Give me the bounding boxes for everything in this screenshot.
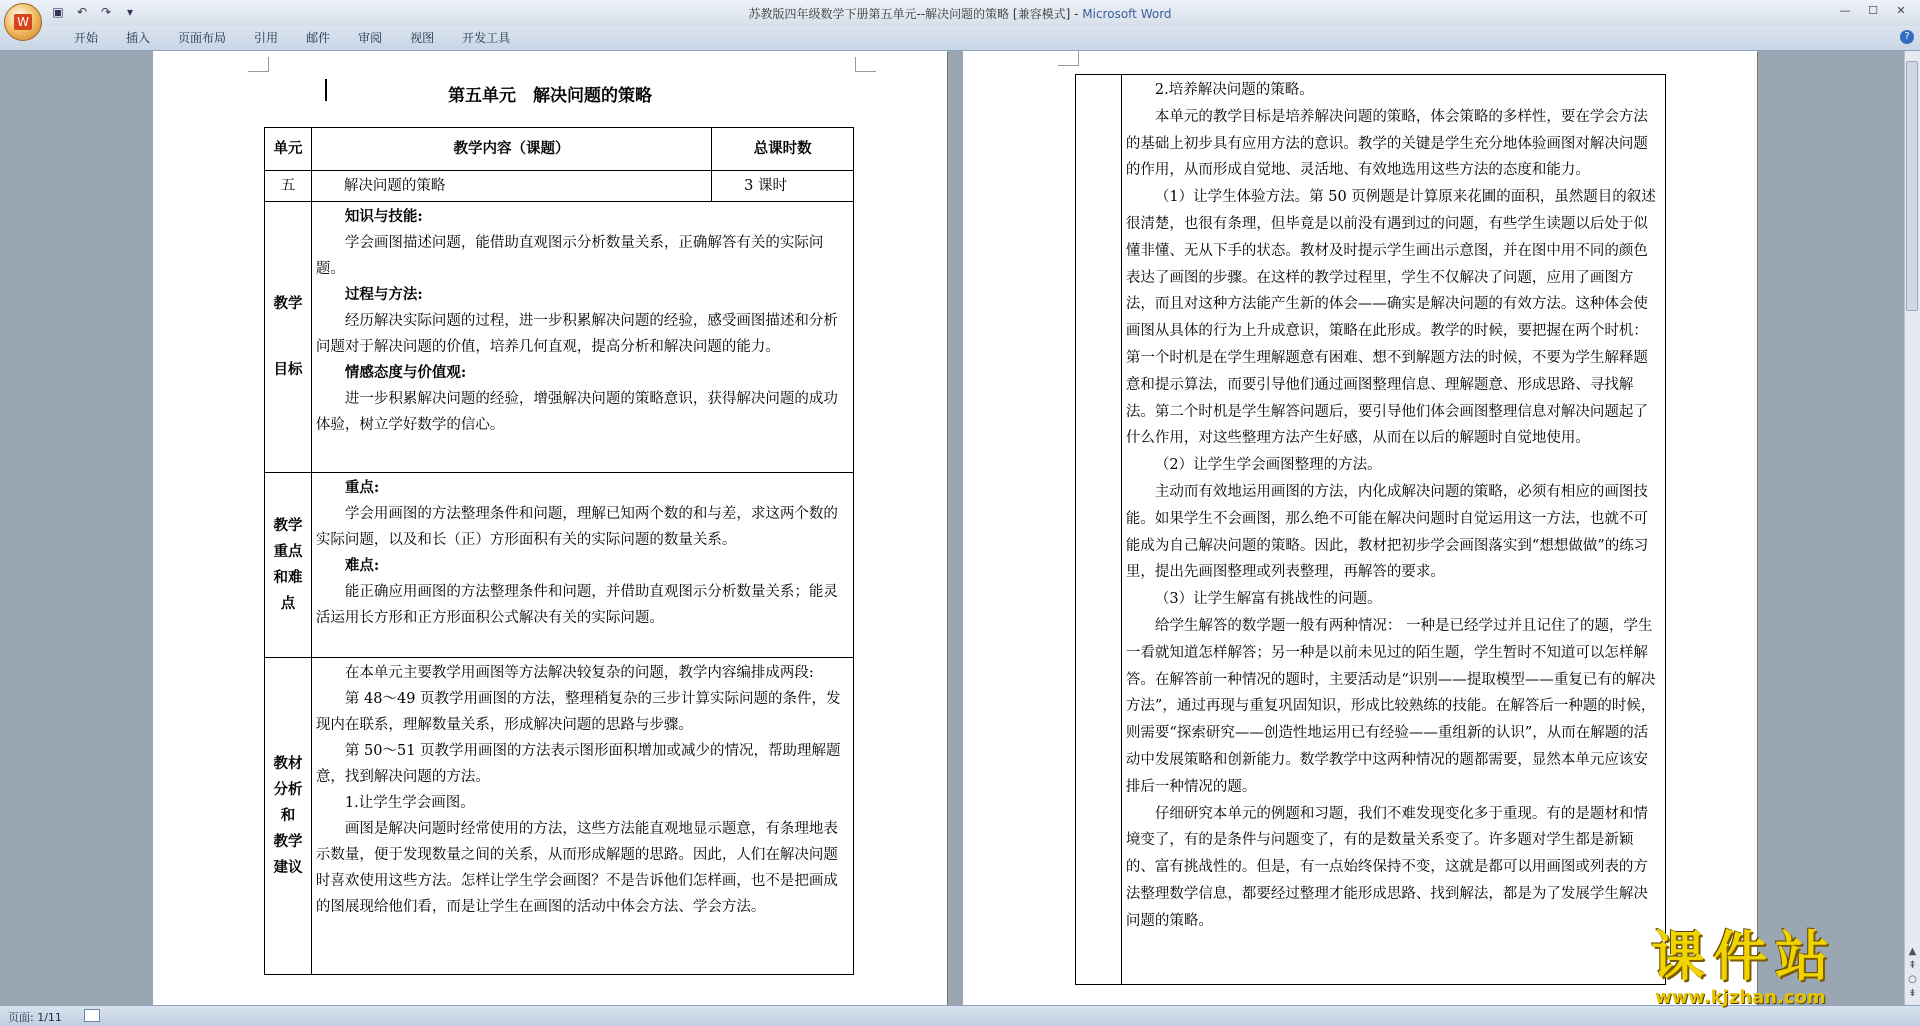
- body-paragraph: 主动而有效地运用画图的方法，内化成解决问题的策略，必须有相应的画图技能。如果学生不会画图，那么绝不可能在解决问题时自觉运用这一方法，也就不可能成为自己解决问题的策略。因此，教材把初步学会画图落实到“想想做做”的练习里，提出先画图整理或列表整理，再解答的要求。: [1125, 483, 1649, 581]
- body-paragraph: （3）让学生解富有挑战性的问题。: [1154, 591, 1382, 608]
- title-bar: [0, 0, 1920, 26]
- lesson-topic[interactable]: 解决问题的策略: [311, 171, 711, 202]
- lesson-hours[interactable]: 3 课时: [712, 171, 854, 202]
- goal-text: 学会画图描述问题，能借助直观图示分析数量关系，正确解答有关的实际问题。: [315, 235, 824, 277]
- app-name: Microsoft Word: [1082, 7, 1172, 21]
- page-1: [153, 51, 947, 1005]
- ribbon: [0, 26, 1920, 51]
- body-paragraph: 给学生解答的数学题一般有两种情况： 一种是已经学过并且记住了的题，学生一看就知道怎样解答；另一种是以前未见过的陌生题，学生暂时不知道可以怎样解答。在解答前一种情况的题时，主要活动是“识别——提取模型——重复已有的解决方法”，通过再现与重复巩固知识，形成比较熟练的技能。在解答后一种题的时候，则需要“探索研究——创造性地运用已有经验——重组新的认识”，从而在解题的活动中发展策略和创新能力。数学教学中这两种情况的题都需要，显然本单元应该安排后一种情况的题。: [1125, 617, 1656, 795]
- label-spacer: [265, 317, 311, 357]
- analysis-text: 1.让学生学会画图。: [344, 795, 475, 811]
- keypoint-heading: 难点:: [344, 557, 380, 574]
- maximize-icon[interactable]: ☐: [1868, 4, 1878, 17]
- label-line: 和难: [273, 569, 303, 586]
- scrollbar-thumb[interactable]: [1906, 61, 1918, 311]
- margin-corner-mark: [855, 57, 876, 72]
- body-paragraph: 2.培养解决问题的策略。: [1154, 82, 1314, 98]
- label-line: 点: [280, 595, 296, 612]
- keypoint-text: 学会用画图的方法整理条件和问题，理解已知两个数的和与差，求这两个数的实际问题，以及和长（正）方形面积有关的实际问题的数量关系。: [315, 506, 838, 548]
- help-icon[interactable]: ?: [1900, 30, 1914, 44]
- label-line: 建议: [273, 859, 303, 876]
- goal-heading: 过程与方法:: [344, 286, 423, 303]
- goal-heading: 知识与技能:: [344, 208, 423, 225]
- vertical-scrollbar[interactable]: [1904, 51, 1920, 1005]
- analysis-text: 第 48～49 页教学用画图的方法，整理稍复杂的三步计算实际问题的条件，发现内在联系，理解数量关系，形成解决问题的思路与步骤。: [315, 691, 841, 733]
- close-icon[interactable]: ✕: [1896, 4, 1906, 17]
- keypoint-heading: 重点:: [344, 479, 380, 496]
- label-line: 和: [280, 807, 296, 824]
- redo-icon[interactable]: ↷: [100, 5, 112, 19]
- window-controls: [1832, 2, 1914, 20]
- save-icon[interactable]: ▣: [52, 5, 64, 19]
- goal-text: 经历解决实际问题的过程，进一步积累解决问题的经验，感受画图描述和分析问题对于解决问题的价值，培养几何直观，提高分析和解决问题的能力。: [315, 313, 838, 355]
- body-paragraph: 仔细研究本单元的例题和习题，我们不难发现变化多于重现。有的是题材和情境变了，有的是条件与问题变了，有的是数量关系变了。许多题对学生都是新颖的、富有挑战性的。但是，有一点始终保持不变，这就是都可以用画图或列表的方法整理数学信息，都要经过整理才能形成思路、找到解法，都是为了发展学生解决问题的策略。: [1125, 805, 1648, 929]
- lesson-plan-table: [264, 127, 854, 975]
- label-line: 目标: [273, 361, 303, 378]
- proofing-icon[interactable]: [84, 1009, 100, 1022]
- tab-view[interactable]: 视图: [410, 31, 435, 45]
- customize-qat-icon[interactable]: ▾: [126, 5, 134, 19]
- keypoints-label[interactable]: [265, 473, 312, 658]
- tab-review[interactable]: 审阅: [358, 31, 383, 45]
- minimize-icon[interactable]: —: [1839, 4, 1851, 17]
- analysis-text: 第 50～51 页教学用画图的方法表示图形面积增加或减少的情况，帮助理解题意，找到解决问题的方法。: [315, 743, 841, 785]
- goal-heading: 情感态度与价值观:: [344, 364, 467, 381]
- document-name: 苏教版四年级数学下册第五单元--解决问题的策略 [兼容模式] -: [748, 7, 1083, 21]
- label-line: 教学: [273, 295, 303, 312]
- header-unit[interactable]: 单元: [265, 128, 312, 171]
- goals-content[interactable]: [311, 202, 853, 473]
- watermark-text: 课件站: [1651, 925, 1837, 988]
- scroll-buttons: [1906, 945, 1919, 1001]
- header-hours[interactable]: 总课时数: [712, 128, 854, 171]
- analysis-label[interactable]: [265, 658, 312, 975]
- window-title: [0, 5, 1920, 22]
- table-row: [265, 658, 854, 975]
- analysis-text: 画图是解决问题时经常使用的方法，这些方法能直观地显示题意，有条理地表示数量，便于发现数量之间的关系，从而形成解题的思路。因此，人们在解决问题时喜欢使用这些方法。怎样让学生学会画图？不是告诉他们怎样画，也不是把画成的图展现给他们看，而是让学生在画图的活动中体会方法、学会方法。: [315, 821, 838, 915]
- label-line: 教材: [273, 755, 303, 772]
- label-line: 教学: [273, 833, 303, 850]
- select-browse-object-icon[interactable]: ○: [1908, 974, 1917, 985]
- table-row: [265, 128, 854, 171]
- keypoint-text: 能正确应用画图的方法整理条件和问题，并借助直观图示分析数量关系；能灵活运用长方形和正方形面积公式解决有关的实际问题。: [315, 584, 838, 626]
- continued-content[interactable]: [1121, 75, 1665, 985]
- tab-insert[interactable]: 插入: [126, 31, 151, 45]
- page-count[interactable]: 页面: 1/11: [8, 1011, 62, 1024]
- label-line: 教学: [273, 517, 303, 534]
- goals-label[interactable]: [265, 202, 312, 473]
- body-paragraph: （2）让学生学会画图整理的方法。: [1154, 457, 1382, 474]
- label-line: 分析: [273, 781, 303, 798]
- empty-label-cell[interactable]: [1076, 75, 1122, 985]
- continued-table: [1075, 74, 1666, 985]
- analysis-text: 在本单元主要教学用画图等方法解决较复杂的问题，教学内容编排成两段:: [344, 665, 814, 681]
- undo-icon[interactable]: ↶: [76, 5, 88, 19]
- analysis-content[interactable]: [311, 658, 853, 975]
- label-line: 重点: [273, 543, 303, 560]
- scroll-up-icon[interactable]: ▲: [1908, 946, 1917, 957]
- tab-references[interactable]: 引用: [254, 31, 279, 45]
- table-row: [265, 202, 854, 473]
- table-row: [1076, 75, 1666, 985]
- keypoints-content[interactable]: [311, 473, 853, 658]
- tab-home[interactable]: 开始: [74, 31, 99, 45]
- unit-number[interactable]: 五: [265, 171, 312, 202]
- watermark-url: www.kjzhan.com: [1655, 987, 1826, 1008]
- site-watermark: [1651, 927, 1906, 1015]
- tab-mailings[interactable]: 邮件: [306, 31, 331, 45]
- margin-corner-mark: [248, 57, 269, 72]
- document-workspace: [0, 51, 1905, 1005]
- document-title[interactable]: 第五单元 解决问题的策略: [448, 86, 652, 106]
- tab-page-layout[interactable]: 页面布局: [178, 31, 227, 45]
- office-logo-icon: W: [14, 14, 32, 30]
- status-bar: [0, 1005, 1920, 1026]
- tab-developer[interactable]: 开发工具: [462, 31, 511, 45]
- body-paragraph: 本单元的教学目标是培养解决问题的策略，体会策略的多样性，要在学会方法的基础上初步具有应用方法的意识。教学的关键是学生充分地体验画图对解决问题的作用，从而形成自觉地、灵活地、有效地选用这些方法的态度和能力。: [1125, 108, 1648, 179]
- ribbon-tabs: [60, 30, 524, 46]
- next-page-icon[interactable]: ⇟: [1908, 988, 1917, 999]
- table-row: [265, 473, 854, 658]
- goal-text: 进一步积累解决问题的经验，增强解决问题的策略意识，获得解决问题的成功体验，树立学好数学的信心。: [315, 391, 838, 433]
- margin-corner-mark: [1058, 51, 1079, 66]
- header-content[interactable]: 教学内容（课题）: [311, 128, 711, 171]
- table-row: [265, 171, 854, 202]
- prev-page-icon[interactable]: ⇞: [1908, 960, 1917, 971]
- body-paragraph: （1）让学生体验方法。第 50 页例题是计算原来花圃的面积，虽然题目的叙述很清楚，也很有条理，但毕竟是以前没有遇到过的问题，有些学生读题以后处于似懂非懂、无从下手的状态。教材及时提示学生画出示意图，并在图中用不同的颜色表达了画图的步骤。在这样的教学过程里，学生不仅解决了问题，应用了画图方法，而且对这种方法能产生新的体会——确实是解决问题的有效方法。这种体会使画图从具体的行为上升成意识，策略在此形成。教学的时候，要把握在两个时机： 第一个时机是在学生理解题意有困难、想不到解题方法的时候，不要为学生解释题意和提示算法，而要引导他们通过画图整理信息、理解题意、形成思路、寻找解法。第二个时机是学生解答问题后，要引导他们体会画图整理信息对解决问题起了什么作用，对这些整理方法产生好感，从而在以后的解题时自觉地使用。: [1125, 189, 1656, 447]
- office-button[interactable]: [4, 3, 42, 41]
- page-2: [963, 51, 1757, 1005]
